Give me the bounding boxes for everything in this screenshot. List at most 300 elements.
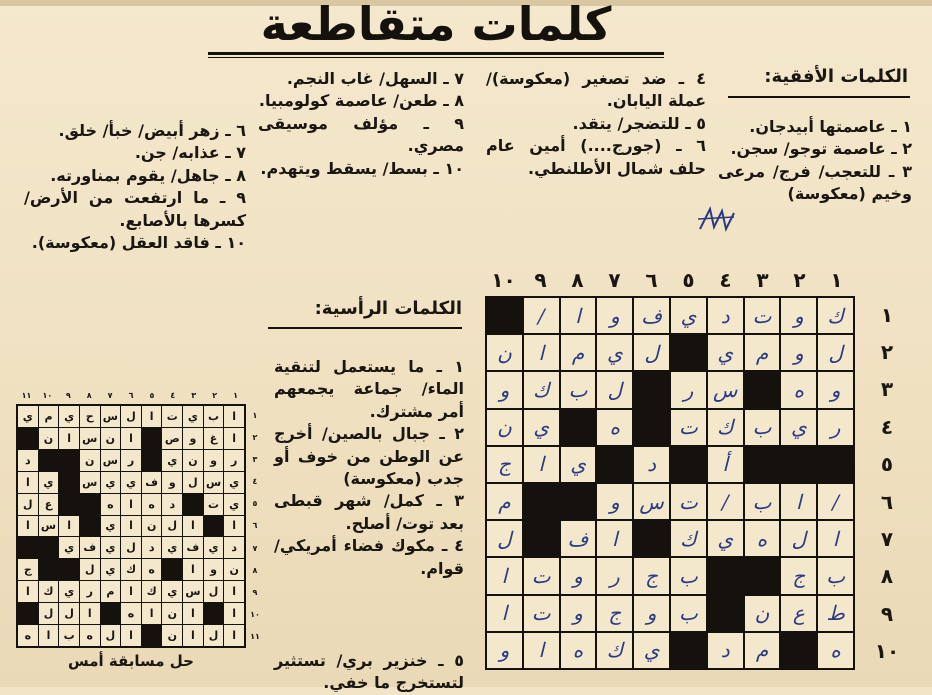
grid-cell[interactable]: ه xyxy=(781,372,816,407)
solution-cell[interactable]: س xyxy=(39,516,59,537)
solution-cell-black xyxy=(39,559,59,580)
solution-cell-black xyxy=(59,559,79,580)
grid-cell[interactable]: و xyxy=(487,633,522,668)
grid-cell[interactable]: ا xyxy=(524,335,559,370)
solution-cell[interactable]: ا xyxy=(224,581,244,602)
solution-cell[interactable]: ر xyxy=(224,450,244,471)
solution-cell[interactable]: ل xyxy=(39,603,59,624)
horizontal-heading-underline xyxy=(728,96,910,98)
grid-cell[interactable]: ا xyxy=(781,484,816,519)
grid-cell[interactable]: / xyxy=(524,298,559,333)
solution-cell[interactable]: ل xyxy=(162,516,182,537)
solution-cell[interactable]: د xyxy=(18,450,38,471)
solution-row-number: ٥ xyxy=(252,499,258,509)
row-number: ١٠ xyxy=(874,639,900,664)
grid-cell[interactable]: / xyxy=(708,484,743,519)
solution-cell-black xyxy=(39,537,59,558)
grid-cell[interactable]: ب xyxy=(745,484,780,519)
clue-h6: ٦ ـ (جورج....) أمين عام حلف شمال الأطلنطي. xyxy=(486,136,706,178)
solution-caption: حل مسابقة أمس xyxy=(68,652,194,670)
solution-cell[interactable]: ي xyxy=(59,406,79,427)
horizontal-clues-col1 xyxy=(718,116,912,206)
solution-cell[interactable]: ي xyxy=(101,559,121,580)
grid-cell[interactable]: م xyxy=(487,484,522,519)
vertical-clues-col1 xyxy=(274,356,464,580)
solution-cell[interactable]: ه xyxy=(142,494,162,515)
solution-cell[interactable]: ه xyxy=(101,494,121,515)
grid-cell[interactable]: ط xyxy=(818,596,853,631)
solution-cell[interactable]: ا xyxy=(224,516,244,537)
grid-cell[interactable]: ي xyxy=(781,410,816,445)
grid-cell[interactable]: ب xyxy=(561,372,596,407)
grid-cell-black xyxy=(634,521,669,556)
grid-cell[interactable]: ا xyxy=(524,447,559,482)
solution-cell[interactable]: ا xyxy=(39,625,59,646)
grid-cell[interactable]: و xyxy=(634,596,669,631)
solution-cell-black xyxy=(80,494,100,515)
solution-cell-black xyxy=(142,428,162,449)
grid-cell[interactable]: ه xyxy=(818,633,853,668)
solution-cell[interactable]: س xyxy=(101,450,121,471)
grid-cell[interactable]: ا xyxy=(487,596,522,631)
solution-cell[interactable]: ا xyxy=(224,406,244,427)
solution-cell[interactable]: ا xyxy=(59,428,79,449)
column-number: ٣ xyxy=(756,268,769,292)
solution-cell[interactable]: ا xyxy=(18,516,38,537)
grid-cell[interactable]: م xyxy=(745,335,780,370)
grid-cell[interactable]: ج xyxy=(634,558,669,593)
grid-cell[interactable]: و xyxy=(561,558,596,593)
solution-cell-black xyxy=(162,559,182,580)
solution-cell[interactable]: ي xyxy=(224,494,244,515)
grid-cell[interactable]: ت xyxy=(671,410,706,445)
solution-column-number: ٤ xyxy=(170,391,176,400)
solution-cell-black xyxy=(59,494,79,515)
grid-cell[interactable]: ل xyxy=(818,335,853,370)
solution-cell[interactable]: س xyxy=(80,472,100,493)
solution-cell[interactable]: ب xyxy=(204,406,224,427)
solution-cell-black xyxy=(59,472,79,493)
column-number: ٢ xyxy=(793,268,806,292)
grid-cell[interactable]: ي xyxy=(708,335,743,370)
grid-cell[interactable]: د xyxy=(634,447,669,482)
solution-cell-black xyxy=(183,494,203,515)
solution-cell[interactable]: د xyxy=(224,537,244,558)
grid-cell[interactable]: ن xyxy=(487,410,522,445)
grid-cell[interactable]: ب xyxy=(745,410,780,445)
column-number: ٨ xyxy=(571,268,584,292)
solution-cell[interactable]: ع xyxy=(39,494,59,515)
solution-cell[interactable]: ك xyxy=(39,581,59,602)
solution-cell[interactable]: ك xyxy=(142,581,162,602)
solution-cell[interactable]: ن xyxy=(39,428,59,449)
row-number: ٨ xyxy=(880,564,894,589)
solution-cell[interactable]: ا xyxy=(18,472,38,493)
grid-cell[interactable]: ر xyxy=(818,410,853,445)
solution-cell[interactable]: ر xyxy=(121,450,141,471)
row-number: ٤ xyxy=(880,414,894,439)
solution-cell[interactable]: ا xyxy=(224,625,244,646)
grid-cell[interactable]: ع xyxy=(781,596,816,631)
solution-cell[interactable]: ي xyxy=(224,472,244,493)
grid-cell-black xyxy=(745,558,780,593)
solution-cell[interactable]: س xyxy=(80,428,100,449)
solution-cell[interactable]: ي xyxy=(101,516,121,537)
column-number: ٤ xyxy=(719,268,732,292)
solution-cell-black xyxy=(142,450,162,471)
grid-cell[interactable]: ب xyxy=(671,558,706,593)
grid-cell-black xyxy=(524,521,559,556)
grid-cell[interactable]: ي xyxy=(671,298,706,333)
row-number: ٣ xyxy=(880,377,894,402)
solution-cell[interactable]: م xyxy=(101,581,121,602)
title-rule xyxy=(208,52,664,55)
solution-cell[interactable]: ب xyxy=(59,625,79,646)
solution-column-number: ٨ xyxy=(86,391,92,400)
solution-cell-black xyxy=(18,537,38,558)
grid-cell-black xyxy=(671,335,706,370)
grid-cell[interactable]: ك xyxy=(671,521,706,556)
row-number: ٥ xyxy=(880,452,894,477)
solution-cell[interactable]: ه xyxy=(18,625,38,646)
grid-cell[interactable]: ل xyxy=(634,335,669,370)
grid-cell-black xyxy=(487,298,522,333)
solution-cell[interactable]: ص xyxy=(162,428,182,449)
solution-cell[interactable]: و xyxy=(204,559,224,580)
solution-cell[interactable]: ا xyxy=(18,581,38,602)
grid-cell[interactable]: ف xyxy=(561,521,596,556)
solution-row-number: ٤ xyxy=(252,477,258,487)
grid-cell[interactable]: ت xyxy=(671,484,706,519)
grid-cell[interactable]: ي xyxy=(561,447,596,482)
solution-cell-black xyxy=(59,450,79,471)
solution-cell[interactable]: ه xyxy=(121,603,141,624)
grid-cell[interactable]: ت xyxy=(745,298,780,333)
grid-cell[interactable]: ن xyxy=(487,335,522,370)
solution-cell-black xyxy=(80,516,100,537)
solution-cell-black xyxy=(18,428,38,449)
solution-row-number: ٢ xyxy=(252,432,258,442)
column-number: ٥ xyxy=(682,268,695,292)
grid-cell[interactable]: و xyxy=(781,298,816,333)
solution-cell[interactable]: ل xyxy=(204,625,224,646)
solution-cell[interactable]: غ xyxy=(204,428,224,449)
grid-cell[interactable]: ج xyxy=(487,447,522,482)
solution-cell[interactable]: ا xyxy=(183,516,203,537)
solution-cell[interactable]: و xyxy=(183,428,203,449)
grid-cell[interactable]: و xyxy=(561,596,596,631)
solution-cell[interactable]: ل xyxy=(59,603,79,624)
grid-cell-black xyxy=(781,633,816,668)
page-title: كلمات متقاطعة xyxy=(260,0,612,51)
column-number: ٧ xyxy=(608,268,621,292)
grid-cell[interactable]: ي xyxy=(524,410,559,445)
solution-cell[interactable]: ا xyxy=(121,581,141,602)
solution-cell[interactable]: ي xyxy=(18,406,38,427)
grid-cell[interactable]: ك xyxy=(597,633,632,668)
solution-cell[interactable]: ل xyxy=(183,472,203,493)
solution-cell[interactable]: ف xyxy=(142,472,162,493)
title-rule-thin xyxy=(208,57,664,58)
clue-v10: ١٠ ـ فاقد العقل (معكوسة). xyxy=(31,233,246,253)
grid-cell[interactable]: ج xyxy=(597,596,632,631)
horizontal-clues-col2 xyxy=(486,68,706,180)
clue-h10: ١٠ ـ بسط/ يسقط ويتهدم. xyxy=(260,158,464,178)
grid-cell-black xyxy=(781,447,816,482)
solution-cell[interactable]: ل xyxy=(18,494,38,515)
solution-row-number: ١١ xyxy=(250,632,260,642)
grid-cell[interactable]: ت xyxy=(524,596,559,631)
clue-v4: ٤ ـ مكوك فضاء أمريكي/ قوام. xyxy=(274,536,464,578)
solution-column-number: ٢ xyxy=(212,391,218,400)
grid-cell[interactable]: ك xyxy=(708,410,743,445)
grid-cell[interactable]: ج xyxy=(781,558,816,593)
solution-cell[interactable]: ل xyxy=(80,559,100,580)
crossword-grid xyxy=(485,296,855,670)
solution-cell-black xyxy=(204,516,224,537)
grid-cell[interactable]: ب xyxy=(671,596,706,631)
clue-v1: ١ ـ ما يستعمل لتنقية الماء/ جماعة يجمعهم أمر مشترك. xyxy=(274,357,464,421)
grid-cell[interactable]: و xyxy=(597,298,632,333)
grid-cell[interactable]: و xyxy=(781,335,816,370)
solution-cell[interactable]: و xyxy=(204,450,224,471)
solution-cell[interactable]: ا xyxy=(183,603,203,624)
row-number: ١ xyxy=(880,302,894,327)
grid-cell[interactable]: ل xyxy=(487,521,522,556)
grid-cell[interactable]: ف xyxy=(634,298,669,333)
grid-cell[interactable]: ي xyxy=(597,335,632,370)
solution-cell[interactable]: ج xyxy=(18,559,38,580)
clue-v3: ٣ ـ كمل/ شهر قبطى بعد توت/ أصلح. xyxy=(274,491,464,533)
grid-cell-black xyxy=(597,447,632,482)
solution-column-number: ٦ xyxy=(128,391,134,400)
grid-cell[interactable]: د xyxy=(708,633,743,668)
clue-h3: ٣ ـ للتعجب/ فرج/ مرعى وخيم (معكوسة) xyxy=(718,161,912,204)
solution-cell[interactable]: د xyxy=(162,494,182,515)
grid-cell-black xyxy=(818,447,853,482)
row-number: ٧ xyxy=(880,527,894,552)
solution-row-number: ١٠ xyxy=(250,610,260,620)
grid-cell[interactable]: م xyxy=(561,335,596,370)
grid-cell[interactable]: ي xyxy=(708,521,743,556)
grid-cell-black xyxy=(634,372,669,407)
clue-v6: ٦ ـ زهر أبيض/ خبأ/ خلق. xyxy=(58,121,246,140)
solution-cell[interactable]: س xyxy=(204,472,224,493)
row-number: ٩ xyxy=(880,601,894,626)
solution-row-number: ٩ xyxy=(252,588,258,598)
solution-cell[interactable]: ت xyxy=(204,494,224,515)
solution-grid-row-numbers xyxy=(248,404,262,648)
solution-cell[interactable]: ا xyxy=(121,516,141,537)
solution-cell[interactable]: ي xyxy=(59,581,79,602)
solution-cell[interactable]: ي xyxy=(162,581,182,602)
solution-cell-black xyxy=(204,603,224,624)
grid-cell[interactable]: ا xyxy=(597,521,632,556)
solution-cell[interactable]: س xyxy=(183,581,203,602)
solution-cell-black xyxy=(39,450,59,471)
clue-v8: ٨ ـ جاهل/ يقوم بمناورته. xyxy=(50,165,246,185)
solution-cell[interactable]: ي xyxy=(183,406,203,427)
solution-cell[interactable]: ي xyxy=(101,537,121,558)
grid-cell[interactable]: ك xyxy=(524,372,559,407)
grid-cell[interactable]: ا xyxy=(561,298,596,333)
pen-scribble xyxy=(696,205,736,235)
solution-cell[interactable]: و xyxy=(162,472,182,493)
grid-cell[interactable]: أ xyxy=(708,447,743,482)
grid-cell[interactable]: ي xyxy=(634,633,669,668)
solution-cell[interactable]: ا xyxy=(80,603,100,624)
solution-cell[interactable]: ي xyxy=(101,472,121,493)
grid-cell[interactable]: ب xyxy=(818,558,853,593)
solution-cell[interactable]: ن xyxy=(80,450,100,471)
solution-cell[interactable]: ا xyxy=(183,625,203,646)
solution-cell[interactable]: ل xyxy=(121,537,141,558)
grid-cell[interactable]: س xyxy=(708,372,743,407)
solution-column-number: ١٠ xyxy=(42,391,53,400)
solution-cell[interactable]: ن xyxy=(162,603,182,624)
solution-cell[interactable]: ن xyxy=(183,450,203,471)
grid-cell[interactable]: ه xyxy=(597,410,632,445)
solution-cell[interactable]: س xyxy=(101,406,121,427)
solution-column-number: ٧ xyxy=(107,391,113,400)
clue-h1: ١ ـ عاصمتها أبيدجان. xyxy=(749,117,912,136)
grid-cell[interactable]: س xyxy=(634,484,669,519)
clue-h5: ٥ ـ للتضجر/ يتقد. xyxy=(572,113,706,133)
solution-cell[interactable]: ي xyxy=(162,537,182,558)
grid-cell[interactable]: ل xyxy=(597,372,632,407)
row-number: ٢ xyxy=(880,340,894,365)
grid-cell-black xyxy=(745,447,780,482)
vertical-heading-underline xyxy=(268,327,462,329)
grid-cell[interactable]: ه xyxy=(561,633,596,668)
big-grid-row-numbers xyxy=(872,296,902,670)
grid-cell[interactable]: د xyxy=(708,298,743,333)
solution-grid-column-numbers xyxy=(16,391,246,403)
solution-cell[interactable]: ا xyxy=(121,625,141,646)
solution-cell[interactable]: ت xyxy=(162,406,182,427)
solution-cell[interactable]: ي xyxy=(39,472,59,493)
solution-cell[interactable]: ن xyxy=(162,625,182,646)
solution-cell-black xyxy=(18,603,38,624)
solution-cell[interactable]: ي xyxy=(59,537,79,558)
solution-cell[interactable]: ي xyxy=(162,450,182,471)
solution-cell[interactable]: ن xyxy=(224,559,244,580)
solution-cell[interactable]: ا xyxy=(142,603,162,624)
clue-h9: ٩ ـ مؤلف موسيقى مصري. xyxy=(258,113,464,156)
solution-cell[interactable]: ل xyxy=(204,581,224,602)
solution-column-number: ٥ xyxy=(149,391,155,400)
solution-cell[interactable]: ا xyxy=(142,406,162,427)
clue-h2: ٢ ـ عاصمة توجو/ سجن. xyxy=(730,139,912,159)
solution-row-number: ٧ xyxy=(252,543,258,553)
grid-cell[interactable]: م xyxy=(745,633,780,668)
solution-cell[interactable]: ل xyxy=(101,625,121,646)
grid-cell[interactable]: / xyxy=(818,484,853,519)
grid-cell-black xyxy=(561,410,596,445)
clue-v5: ٥ ـ خنزير بري/ تستثير لتستخرج ما خفي. xyxy=(274,651,464,693)
row-number: ٦ xyxy=(880,489,894,514)
solution-cell[interactable]: ه xyxy=(80,625,100,646)
solution-column-number: ٣ xyxy=(191,391,197,400)
solution-cell[interactable]: ح xyxy=(80,406,100,427)
grid-cell-black xyxy=(745,372,780,407)
yesterday-solution-grid xyxy=(16,404,246,648)
grid-cell[interactable]: ا xyxy=(818,521,853,556)
solution-row-number: ١ xyxy=(252,410,258,420)
solution-cell[interactable]: ف xyxy=(183,537,203,558)
solution-cell[interactable]: ا xyxy=(59,516,79,537)
grid-cell[interactable]: و xyxy=(818,372,853,407)
solution-cell[interactable]: ا xyxy=(224,603,244,624)
grid-cell-black xyxy=(634,410,669,445)
solution-cell[interactable]: ه xyxy=(142,559,162,580)
vertical-clues-col2 xyxy=(24,120,246,254)
solution-cell[interactable]: ا xyxy=(224,428,244,449)
horizontal-heading: الكلمات الأفقية: xyxy=(764,66,908,87)
column-number: ٦ xyxy=(645,268,658,292)
grid-cell[interactable]: ه xyxy=(745,521,780,556)
clue-h8: ٨ ـ طعن/ عاصمة كولومبيا. xyxy=(258,91,464,111)
grid-cell[interactable]: ت xyxy=(524,558,559,593)
solution-cell[interactable]: ي xyxy=(204,537,224,558)
solution-cell[interactable]: ر xyxy=(80,581,100,602)
horizontal-clues-col3 xyxy=(258,68,464,180)
solution-cell[interactable]: ا xyxy=(183,559,203,580)
grid-cell[interactable]: ن xyxy=(745,596,780,631)
grid-cell[interactable]: و xyxy=(487,372,522,407)
clue-v9: ٩ ـ ما ارتفعت من الأرض/ كسرها بالأصابع. xyxy=(24,188,246,230)
solution-cell[interactable]: م xyxy=(39,406,59,427)
solution-cell[interactable]: ن xyxy=(101,428,121,449)
solution-cell-black xyxy=(101,603,121,624)
column-number: ٩ xyxy=(534,268,547,292)
clue-h7: ٧ ـ السهل/ غاب النجم. xyxy=(286,69,464,88)
grid-cell[interactable]: ل xyxy=(781,521,816,556)
grid-cell[interactable]: و xyxy=(597,484,632,519)
solution-row-number: ٣ xyxy=(252,454,258,464)
solution-cell-black xyxy=(142,625,162,646)
solution-cell[interactable]: ا xyxy=(121,494,141,515)
vertical-heading: الكلمات الرأسية: xyxy=(314,298,462,319)
solution-cell[interactable]: ن xyxy=(142,516,162,537)
column-number: ١٠ xyxy=(491,268,516,292)
clue-v7: ٧ ـ عذابه/ جن. xyxy=(134,143,246,163)
grid-cell-black xyxy=(671,633,706,668)
solution-cell[interactable]: ل xyxy=(121,406,141,427)
solution-cell[interactable]: ف xyxy=(80,537,100,558)
solution-cell[interactable]: ك xyxy=(121,559,141,580)
grid-cell[interactable]: ك xyxy=(818,298,853,333)
grid-cell[interactable]: ر xyxy=(671,372,706,407)
solution-row-number: ٨ xyxy=(252,565,258,575)
solution-cell[interactable]: ا xyxy=(121,428,141,449)
grid-cell-black xyxy=(708,558,743,593)
grid-cell-black xyxy=(708,596,743,631)
solution-column-number: ١ xyxy=(233,391,238,400)
grid-cell-black xyxy=(561,484,596,519)
grid-cell[interactable]: ا xyxy=(524,633,559,668)
grid-cell[interactable]: ا xyxy=(487,558,522,593)
big-grid-column-numbers xyxy=(485,268,855,296)
solution-cell[interactable]: د xyxy=(142,537,162,558)
vertical-clues-col1b xyxy=(274,650,464,693)
solution-column-number: ١١ xyxy=(21,391,32,400)
grid-cell[interactable]: ر xyxy=(597,558,632,593)
clue-v2: ٢ ـ جبال بالصين/ أخرج عن الوطن من خوف أو جدب (معكوسة) xyxy=(274,424,464,489)
solution-cell[interactable]: ي xyxy=(121,472,141,493)
grid-cell-black xyxy=(524,484,559,519)
grid-cell-black xyxy=(671,447,706,482)
